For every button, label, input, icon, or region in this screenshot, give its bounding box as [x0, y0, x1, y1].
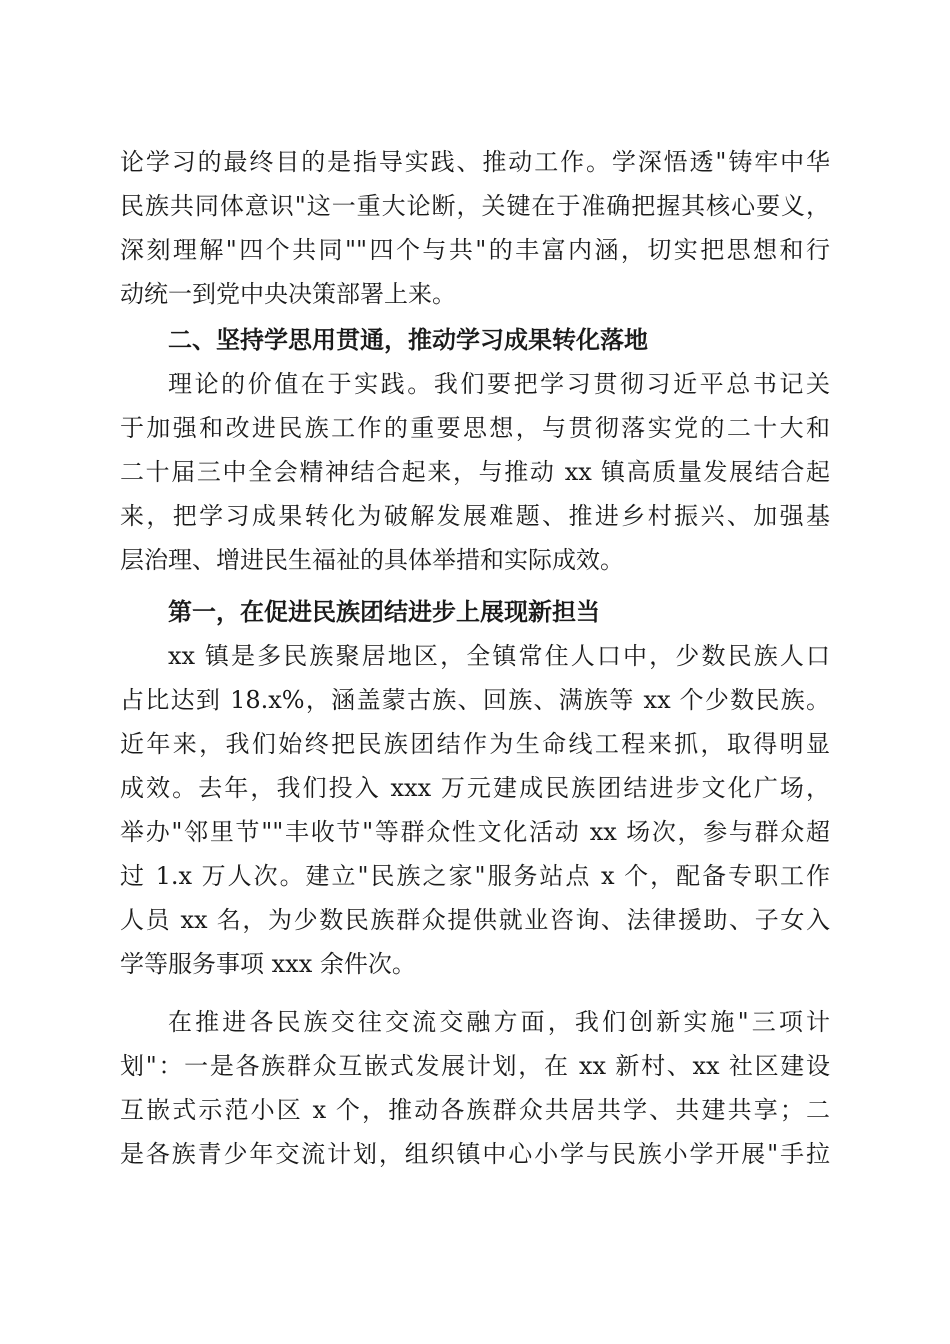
text-line: 举办"邻里节""丰收节"等群众性文化活动 xx 场次，参与群众超	[120, 818, 830, 846]
text-line: 深刻理解"四个共同""四个与共"的丰富内涵，切实把思想和行	[120, 236, 830, 264]
paragraph-body	[120, 362, 830, 582]
text-line: 成效。去年，我们投入 xxx 万元建成民族团结进步文化广场，	[120, 774, 830, 802]
text-line: 近年来，我们始终把民族团结作为生命线工程来抓，取得明显	[120, 730, 830, 758]
text-line: 是各族青少年交流计划，组织镇中心小学与民族小学开展"手拉	[120, 1140, 830, 1168]
paragraph-continuation	[120, 140, 830, 316]
subsection-heading-text: 第一，在促进民族团结进步上展现新担当	[168, 597, 600, 626]
section-heading-text: 二、坚持学思用贯通，推动学习成果转化落地	[168, 326, 648, 354]
text-line: 民族共同体意识"这一重大论断，关键在于准确把握其核心要义，	[120, 192, 830, 220]
text-line: 于加强和改进民族工作的重要思想，与贯彻落实党的二十大和	[120, 414, 830, 442]
subsection-heading	[120, 590, 830, 634]
text-line: 学等服务事项 xxx 余件次。	[120, 950, 416, 978]
text-line: 互嵌式示范小区 x 个，推动各族群众共居共学、共建共享；二	[120, 1096, 830, 1124]
text-line: 占比达到 18.x%，涵盖蒙古族、回族、满族等 xx 个少数民族。	[120, 686, 830, 714]
text-line: xx 镇是多民族聚居地区，全镇常住人口中，少数民族人口	[168, 642, 830, 670]
text-line: 动统一到党中央决策部署上来。	[120, 280, 456, 308]
paragraph-body	[120, 634, 830, 986]
text-line: 过 1.x 万人次。建立"民族之家"服务站点 x 个，配备专职工作	[120, 862, 830, 890]
text-line: 在推进各民族交往交流交融方面，我们创新实施"三项计	[168, 1008, 830, 1036]
text-line: 人员 xx 名，为少数民族群众提供就业咨询、法律援助、子女入	[120, 906, 830, 934]
text-line: 划"：一是各族群众互嵌式发展计划，在 xx 新村、xx 社区建设	[120, 1052, 830, 1080]
text-line: 来，把学习成果转化为破解发展难题、推进乡村振兴、加强基	[120, 502, 830, 530]
text-line: 二十届三中全会精神结合起来，与推动 xx 镇高质量发展结合起	[120, 458, 830, 486]
text-line: 层治理、增进民生福祉的具体举措和实际成效。	[120, 546, 624, 574]
text-line: 理论的价值在于实践。我们要把学习贯彻习近平总书记关	[168, 370, 830, 398]
paragraph-body	[120, 1000, 830, 1176]
section-heading	[120, 318, 830, 362]
text-line: 论学习的最终目的是指导实践、推动工作。学深悟透"铸牢中华	[120, 148, 830, 176]
